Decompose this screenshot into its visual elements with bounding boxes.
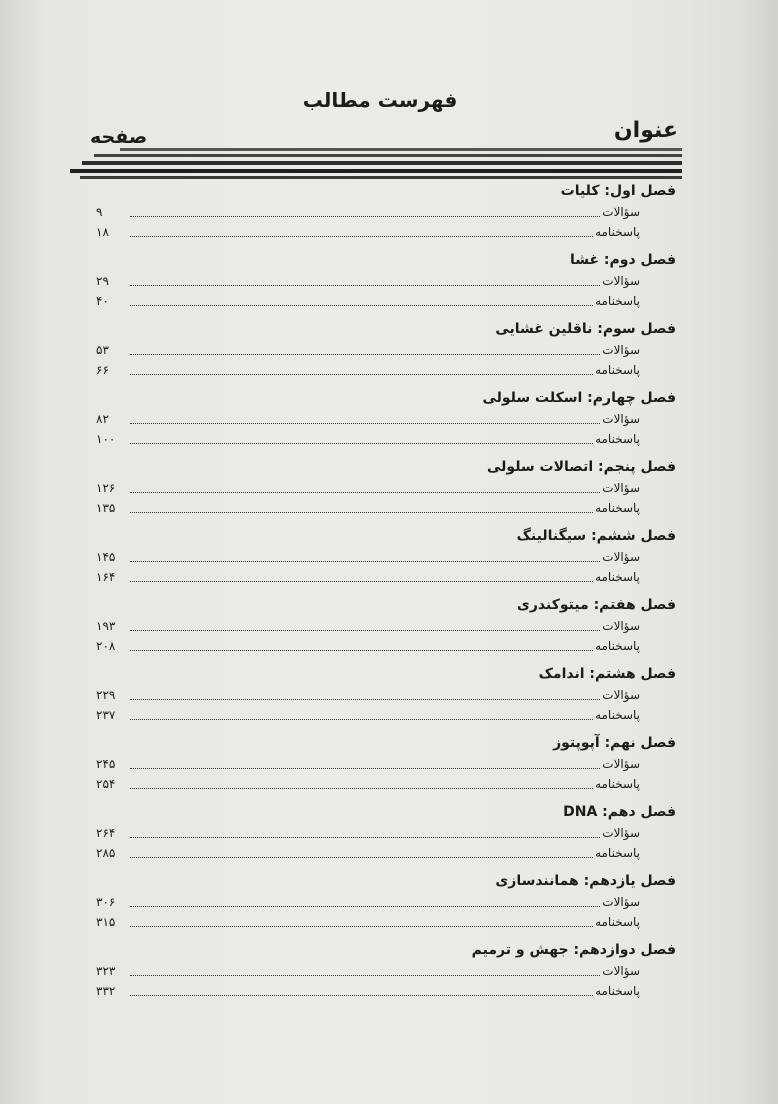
entry-page-number: ۲۴۵ (96, 757, 116, 771)
chapter-section (96, 594, 676, 663)
entry-label: سؤالات (602, 481, 640, 495)
entry-page-number: ۲۳۷ (96, 708, 116, 722)
entry-page-number: ۲۶۴ (96, 826, 116, 840)
entry-page-number: ۴۰ (96, 294, 109, 308)
dot-leader (130, 995, 593, 996)
entry-label: سؤالات (602, 757, 640, 771)
chapter-section (96, 180, 676, 249)
title-column-heading: عنوان (613, 118, 678, 143)
dot-leader (130, 906, 600, 907)
dot-leader (130, 926, 593, 927)
dot-leader (130, 492, 600, 493)
dot-leader (130, 630, 600, 631)
chapter-title: فصل اول: کلیات (560, 183, 676, 199)
entry-label: پاسخنامه (595, 501, 640, 515)
chapter-section (96, 249, 676, 318)
entry-label: پاسخنامه (595, 363, 640, 377)
entry-label: پاسخنامه (595, 846, 640, 860)
entry-label: سؤالات (602, 412, 640, 426)
dot-leader (130, 719, 593, 720)
entry-label: پاسخنامه (595, 639, 640, 653)
entry-page-number: ۶۶ (96, 363, 109, 377)
entry-page-number: ۲۸۵ (96, 846, 116, 860)
entry-label: پاسخنامه (595, 984, 640, 998)
chapter-title: فصل دوم: غشا (569, 252, 676, 268)
entry-page-number: ۲۵۴ (96, 777, 116, 791)
entry-page-number: ۱۸ (96, 225, 109, 239)
dot-leader (130, 561, 600, 562)
entry-label: پاسخنامه (595, 432, 640, 446)
chapter-title: فصل چهارم: اسکلت سلولی (482, 390, 676, 406)
entry-page-number: ۱۶۴ (96, 570, 116, 584)
chapter-title: فصل دوازدهم: جهش و ترمیم (471, 942, 676, 958)
dot-leader (130, 699, 600, 700)
chapter-section (96, 318, 676, 387)
entry-page-number: ۱۰۰ (96, 432, 116, 446)
dot-leader (130, 581, 593, 582)
chapter-section (96, 525, 676, 594)
toc-entry (96, 754, 676, 774)
table-of-contents (96, 180, 676, 1008)
toc-entry (96, 478, 676, 498)
page-column-heading: صفحه (90, 126, 148, 148)
entry-page-number: ۱۹۳ (96, 619, 116, 633)
chapter-section (96, 387, 676, 456)
entry-label: پاسخنامه (595, 708, 640, 722)
entry-page-number: ۳۳۲ (96, 984, 116, 998)
entry-label: پاسخنامه (595, 225, 640, 239)
entry-label: سؤالات (602, 964, 640, 978)
chapter-title: فصل پنجم: اتصالات سلولی (487, 459, 676, 475)
dot-leader (130, 236, 593, 237)
entry-page-number: ۹ (96, 205, 103, 219)
toc-entry (96, 567, 676, 587)
entry-label: سؤالات (602, 550, 640, 564)
entry-page-number: ۳۲۳ (96, 964, 116, 978)
entry-label: سؤالات (602, 688, 640, 702)
entry-page-number: ۱۲۶ (96, 481, 116, 495)
toc-entry (96, 823, 676, 843)
dot-leader (130, 857, 593, 858)
dot-leader (130, 354, 600, 355)
rule-line (82, 161, 682, 165)
chapter-title: فصل سوم: ناقلین غشایی (495, 321, 676, 337)
toc-entry (96, 636, 676, 656)
toc-entry (96, 961, 676, 981)
toc-entry (96, 271, 676, 291)
toc-entry (96, 429, 676, 449)
toc-entry (96, 222, 676, 242)
dot-leader (130, 975, 600, 976)
entry-label: سؤالات (602, 343, 640, 357)
entry-page-number: ۵۳ (96, 343, 109, 357)
toc-entry (96, 685, 676, 705)
entry-page-number: ۸۲ (96, 412, 109, 426)
toc-entry (96, 291, 676, 311)
rule-line (80, 176, 682, 179)
rule-line (120, 148, 682, 151)
toc-entry (96, 981, 676, 1001)
chapter-section (96, 870, 676, 939)
dot-leader (130, 768, 600, 769)
rule-line (70, 169, 682, 173)
entry-page-number: ۳۰۶ (96, 895, 116, 909)
chapter-section (96, 939, 676, 1008)
toc-entry (96, 498, 676, 518)
toc-entry (96, 705, 676, 725)
entry-label: سؤالات (602, 619, 640, 633)
toc-entry (96, 843, 676, 863)
entry-page-number: ۱۴۵ (96, 550, 116, 564)
chapter-title: فصل نهم: آپوپتوز (553, 735, 676, 751)
entry-label: سؤالات (602, 205, 640, 219)
chapter-title: فصل هشتم: اندامک (538, 666, 676, 682)
entry-label: سؤالات (602, 274, 640, 288)
toc-entry (96, 616, 676, 636)
chapter-title: فصل یازدهم: همانندسازی (495, 873, 676, 889)
dot-leader (130, 305, 593, 306)
page-title: فهرست مطالب (302, 88, 458, 112)
toc-entry (96, 892, 676, 912)
entry-page-number: ۱۳۵ (96, 501, 116, 515)
chapter-section (96, 732, 676, 801)
chapter-title: فصل دهم: DNA (563, 804, 676, 820)
dot-leader (130, 837, 600, 838)
dot-leader (130, 216, 600, 217)
entry-page-number: ۳۱۵ (96, 915, 116, 929)
chapter-title: فصل ششم: سیگنالینگ (516, 528, 676, 544)
chapter-section (96, 663, 676, 732)
chapter-section (96, 456, 676, 525)
dot-leader (130, 650, 593, 651)
toc-entry (96, 360, 676, 380)
toc-entry (96, 774, 676, 794)
entry-label: سؤالات (602, 895, 640, 909)
entry-label: پاسخنامه (595, 777, 640, 791)
toc-entry (96, 340, 676, 360)
entry-page-number: ۲۲۹ (96, 688, 116, 702)
toc-entry (96, 202, 676, 222)
entry-label: پاسخنامه (595, 915, 640, 929)
chapter-title: فصل هفتم: میتوکندری (517, 597, 676, 613)
dot-leader (130, 788, 593, 789)
dot-leader (130, 512, 593, 513)
toc-entry (96, 409, 676, 429)
entry-label: سؤالات (602, 826, 640, 840)
toc-entry (96, 547, 676, 567)
entry-page-number: ۲۹ (96, 274, 109, 288)
rule-line (94, 154, 682, 157)
dot-leader (130, 423, 600, 424)
entry-page-number: ۲۰۸ (96, 639, 116, 653)
dot-leader (130, 443, 593, 444)
entry-label: پاسخنامه (595, 570, 640, 584)
chapter-section (96, 801, 676, 870)
dot-leader (130, 374, 593, 375)
dot-leader (130, 285, 600, 286)
entry-label: پاسخنامه (595, 294, 640, 308)
toc-entry (96, 912, 676, 932)
